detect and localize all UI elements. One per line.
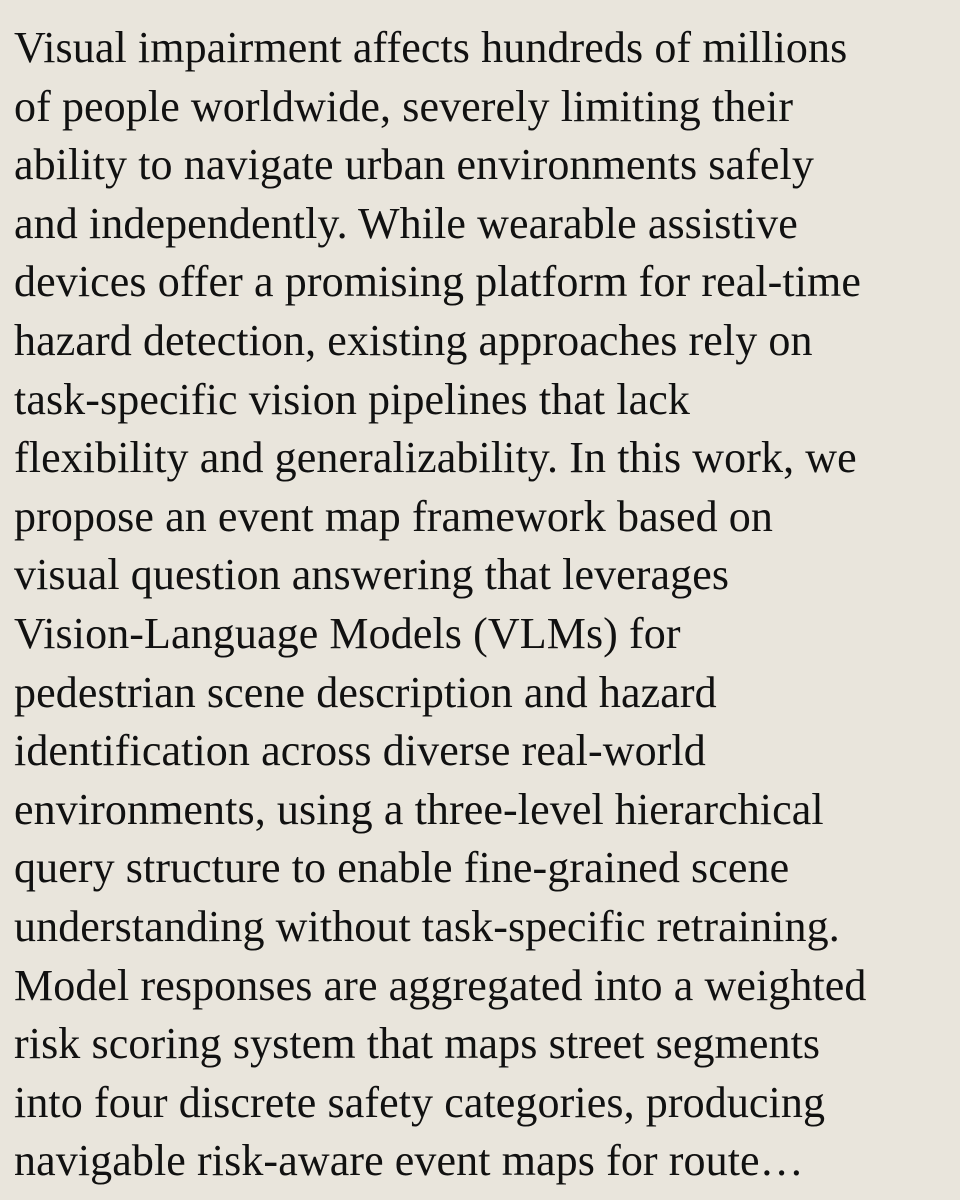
text-line: identification across diverse real-world [14,726,706,776]
text-line: navigable risk-aware event maps for route… [14,1136,804,1186]
text-line: devices offer a promising platform for real-time [14,257,862,307]
text-line: Vision-Language Models (VLMs) for [14,608,681,658]
text-line: propose an event map framework based on [14,491,773,541]
text-line: and independently. While wearable assistive [14,198,798,248]
text-line: task-specific vision pipelines that lack [14,374,691,424]
text-line: ability to navigate urban environments safely [14,140,814,190]
text-line: risk scoring system that maps street segments [14,1019,821,1069]
text-line: of people worldwide, severely limiting their [14,81,794,131]
text-line: Model responses are aggregated into a weighted [14,960,867,1010]
abstract-text [14,19,954,1191]
text-line: hazard detection, existing approaches rely on [14,315,813,365]
text-line: visual question answering that leverages [14,550,730,600]
text-line: into four discrete safety categories, producing [14,1077,826,1127]
text-line: environments, using a three-level hierarchical [14,784,824,834]
text-line: Visual impairment affects hundreds of millions [14,23,848,72]
text-line: pedestrian scene description and hazard [14,667,717,717]
text-line: flexibility and generalizability. In this work, we [14,433,857,483]
text-line: understanding without task-specific retraining. [14,901,840,951]
text-line: query structure to enable fine-grained scene [14,843,790,893]
